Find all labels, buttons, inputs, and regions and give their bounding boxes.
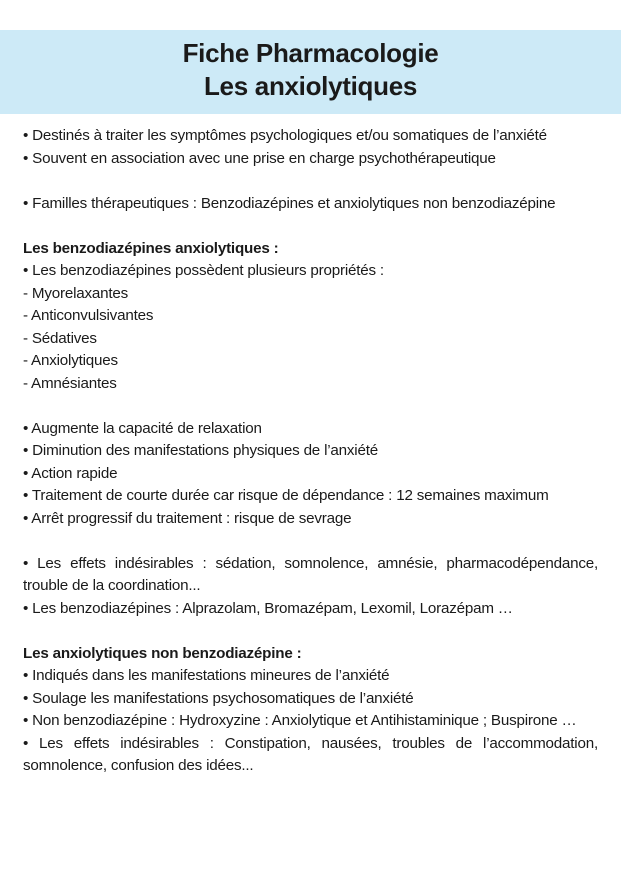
- benzo-point: • Arrêt progressif du traitement : risque de sevrage: [23, 509, 352, 527]
- spacer: [23, 215, 598, 238]
- propriete-item: - Anticonvulsivantes: [23, 307, 154, 324]
- spacer: [23, 530, 598, 553]
- non-benzo-effets-indesirables: • Les effets indésirables : Constipation, nausées, troubles de l’accommodation, somnolence, confusion des idées...: [23, 734, 598, 774]
- spacer: [23, 395, 598, 418]
- benzo-point: • Action rapide: [23, 464, 118, 482]
- benzo-point: • Augmente la capacité de relaxation: [23, 419, 262, 437]
- propriete-item: - Anxiolytiques: [23, 352, 118, 369]
- intro-item: • Souvent en association avec une prise en charge psychothérapeutique: [23, 149, 496, 167]
- section-heading-non-benzodiazepine: Les anxiolytiques non benzodiazépine :: [23, 644, 302, 662]
- intro-item: • Destinés à traiter les symptômes psychologiques et/ou somatiques de l’anxiété: [23, 127, 547, 144]
- spacer: [23, 170, 598, 193]
- section-heading-benzodiazepines: Les benzodiazépines anxiolytiques :: [23, 239, 279, 257]
- propriete-item: - Sédatives: [23, 329, 97, 347]
- benzo-exemples: • Les benzodiazépines : Alprazolam, Bromazépam, Lexomil, Lorazépam …: [23, 599, 513, 617]
- familles-therapeutiques: • Familles thérapeutiques : Benzodiazépines et anxiolytiques non benzodiazépine: [23, 194, 556, 212]
- benzo-effets-indesirables: • Les effets indésirables : sédation, somnolence, amnésie, pharmacodépendance, trouble de la coordination...: [23, 554, 598, 594]
- spacer: [23, 620, 598, 643]
- title-banner: [0, 30, 621, 114]
- non-benzo-point: • Indiqués dans les manifestations mineures de l’anxiété: [23, 667, 390, 684]
- document-body: [23, 125, 598, 778]
- propriete-item: - Amnésiantes: [23, 374, 117, 392]
- benzo-point: • Diminution des manifestations physiques de l’anxiété: [23, 442, 378, 459]
- benzo-point: • Traitement de courte durée car risque de dépendance : 12 semaines maximum: [23, 487, 549, 504]
- propriete-item: - Myorelaxantes: [23, 284, 129, 302]
- non-benzo-point: • Soulage les manifestations psychosomatiques de l’anxiété: [23, 689, 414, 707]
- page-title-line-1: Fiche Pharmacologie: [182, 38, 439, 68]
- proprietes-intro: • Les benzodiazépines possèdent plusieurs propriétés :: [23, 262, 384, 279]
- page-title-line-2: Les anxiolytiques: [203, 71, 418, 101]
- non-benzo-point: • Non benzodiazépine : Hydroxyzine : Anxiolytique et Antihistaminique ; Buspirone …: [23, 712, 577, 729]
